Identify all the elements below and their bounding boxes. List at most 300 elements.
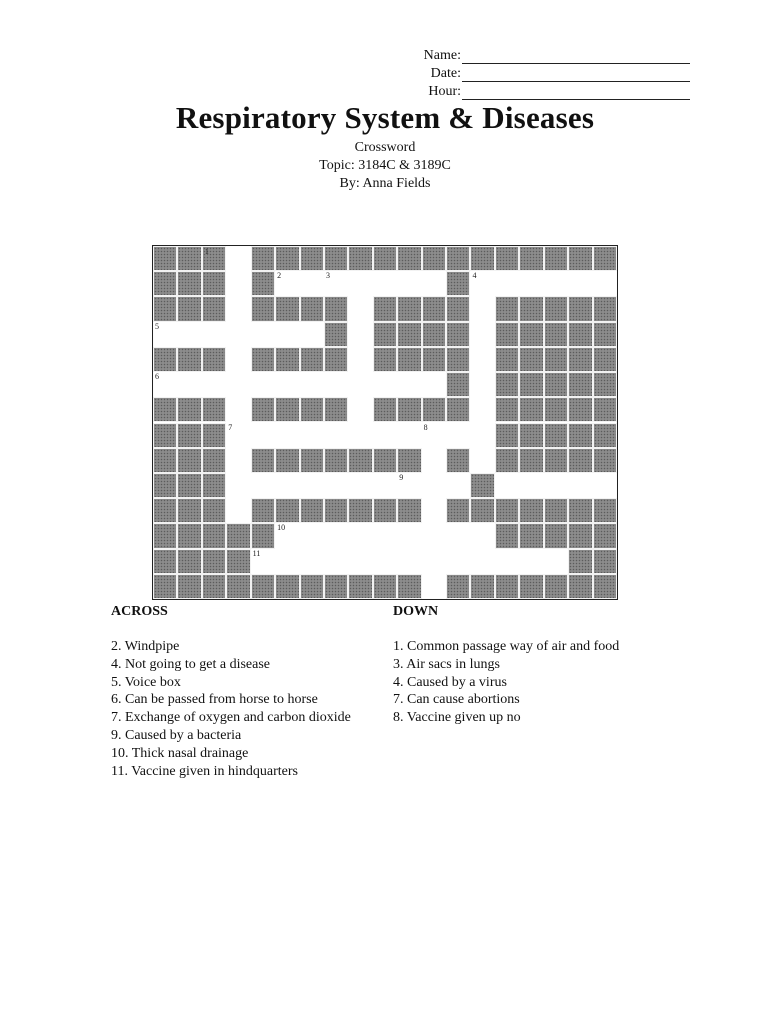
across-clue: 7. Exchange of oxygen and carbon dioxide — [111, 710, 351, 726]
crossword-block-cell — [544, 322, 568, 347]
crossword-block-cell — [544, 397, 568, 422]
clue-number: 1 — [204, 247, 209, 256]
crossword-block-cell — [593, 296, 617, 321]
crossword-block-cell — [446, 347, 470, 372]
crossword-answer-cell[interactable] — [348, 271, 372, 296]
crossword-answer-cell[interactable] — [544, 549, 568, 574]
crossword-block-cell — [544, 523, 568, 548]
crossword-block-cell — [446, 397, 470, 422]
crossword-block-cell — [446, 372, 470, 397]
crossword-block-cell — [177, 296, 201, 321]
crossword-answer-cell[interactable] — [446, 549, 470, 574]
crossword-answer-cell[interactable] — [275, 549, 299, 574]
crossword-answer-cell[interactable] — [275, 473, 299, 498]
crossword-block-cell — [324, 448, 348, 473]
crossword-block-cell — [251, 271, 275, 296]
crossword-block-cell — [324, 347, 348, 372]
crossword-answer-cell[interactable] — [300, 423, 324, 448]
across-clue: 10. Thick nasal drainage — [111, 745, 249, 761]
crossword-block-cell — [373, 397, 397, 422]
crossword-block-cell — [324, 296, 348, 321]
date-label: Date: — [430, 66, 461, 81]
hour-line[interactable] — [462, 85, 690, 100]
crossword-block-cell — [544, 448, 568, 473]
across-clue: 11. Vaccine given in hindquarters — [111, 763, 299, 779]
crossword-block-cell — [251, 523, 275, 548]
crossword-answer-cell[interactable] — [202, 372, 226, 397]
crossword-block-cell — [519, 296, 543, 321]
crossword-answer-cell[interactable] — [226, 271, 250, 296]
crossword-block-cell — [544, 246, 568, 271]
crossword-answer-cell[interactable] — [251, 549, 275, 574]
crossword-block-cell — [324, 246, 348, 271]
crossword-answer-cell[interactable] — [275, 523, 299, 548]
crossword-block-cell — [251, 574, 275, 599]
crossword-answer-cell[interactable] — [348, 549, 372, 574]
crossword-answer-cell[interactable] — [470, 523, 494, 548]
crossword-block-cell — [397, 322, 421, 347]
crossword-answer-cell[interactable] — [470, 296, 494, 321]
crossword-answer-cell[interactable] — [226, 473, 250, 498]
crossword-answer-cell[interactable] — [226, 246, 250, 271]
crossword-answer-cell[interactable] — [422, 372, 446, 397]
crossword-block-cell — [300, 347, 324, 372]
crossword-answer-cell[interactable] — [422, 271, 446, 296]
crossword-answer-cell[interactable] — [348, 347, 372, 372]
crossword-block-cell — [324, 322, 348, 347]
crossword-answer-cell[interactable] — [593, 473, 617, 498]
crossword-block-cell — [568, 322, 592, 347]
crossword-block-cell — [348, 498, 372, 523]
crossword-block-cell — [300, 246, 324, 271]
crossword-block-cell — [177, 473, 201, 498]
crossword-block-cell — [324, 574, 348, 599]
hour-field[interactable] — [400, 82, 690, 100]
crossword-answer-cell[interactable] — [153, 372, 177, 397]
crossword-block-cell — [470, 246, 494, 271]
crossword-block-cell — [568, 246, 592, 271]
crossword-block-cell — [153, 523, 177, 548]
crossword-block-cell — [397, 448, 421, 473]
crossword-block-cell — [568, 549, 592, 574]
crossword-block-cell — [495, 523, 519, 548]
crossword-block-cell — [446, 498, 470, 523]
crossword-block-cell — [275, 448, 299, 473]
crossword-answer-cell[interactable] — [470, 271, 494, 296]
crossword-block-cell — [544, 574, 568, 599]
crossword-block-cell — [519, 397, 543, 422]
crossword-answer-cell[interactable] — [373, 423, 397, 448]
crossword-block-cell — [251, 397, 275, 422]
crossword-block-cell — [300, 498, 324, 523]
crossword-block-cell — [495, 246, 519, 271]
crossword-block-cell — [373, 296, 397, 321]
crossword-block-cell — [177, 397, 201, 422]
crossword-answer-cell[interactable] — [373, 473, 397, 498]
crossword-block-cell — [177, 271, 201, 296]
crossword-answer-cell[interactable] — [470, 372, 494, 397]
clue-number: 11 — [252, 548, 261, 558]
crossword-answer-cell[interactable] — [519, 473, 543, 498]
crossword-block-cell — [300, 448, 324, 473]
crossword-block-cell — [177, 448, 201, 473]
crossword-block-cell — [373, 448, 397, 473]
crossword-block-cell — [177, 347, 201, 372]
crossword-block-cell — [568, 423, 592, 448]
down-clue: 8. Vaccine given up no — [393, 710, 521, 726]
crossword-answer-cell[interactable] — [324, 523, 348, 548]
crossword-answer-cell[interactable] — [300, 473, 324, 498]
crossword-block-cell — [544, 372, 568, 397]
crossword-block-cell — [568, 498, 592, 523]
crossword-block-cell — [397, 397, 421, 422]
crossword-answer-cell[interactable] — [519, 549, 543, 574]
down-clue: 4. Caused by a virus — [393, 674, 507, 690]
crossword-block-cell — [593, 322, 617, 347]
clue-number: 8 — [423, 422, 428, 432]
crossword-block-cell — [593, 498, 617, 523]
crossword-answer-cell[interactable] — [226, 296, 250, 321]
crossword-answer-cell[interactable] — [324, 423, 348, 448]
crossword-answer-cell[interactable] — [226, 423, 250, 448]
clue-number: 5 — [155, 321, 159, 331]
crossword-block-cell — [300, 574, 324, 599]
crossword-block-cell — [593, 423, 617, 448]
crossword-block-cell — [593, 574, 617, 599]
name-label: Name: — [423, 48, 461, 63]
crossword-block-cell — [251, 246, 275, 271]
crossword-block-cell — [446, 448, 470, 473]
crossword-block-cell — [568, 347, 592, 372]
crossword-block-cell — [324, 498, 348, 523]
crossword-block-cell — [495, 347, 519, 372]
crossword-block-cell — [422, 296, 446, 321]
crossword-block-cell — [446, 322, 470, 347]
crossword-block-cell — [177, 423, 201, 448]
crossword-block-cell — [202, 423, 226, 448]
crossword-answer-cell[interactable] — [446, 423, 470, 448]
crossword-block-cell — [568, 372, 592, 397]
crossword-block-cell — [397, 296, 421, 321]
crossword-block-cell — [568, 397, 592, 422]
crossword-block-cell — [470, 498, 494, 523]
crossword-block-cell — [397, 574, 421, 599]
crossword-block-cell — [593, 549, 617, 574]
crossword-answer-cell[interactable] — [226, 347, 250, 372]
crossword-block-cell — [177, 246, 201, 271]
crossword-block-cell — [568, 448, 592, 473]
page-title: Respiratory System & Diseases — [175, 100, 595, 135]
crossword-block-cell — [446, 296, 470, 321]
crossword-block-cell — [348, 246, 372, 271]
crossword-block-cell — [422, 246, 446, 271]
hour-label: Hour: — [428, 84, 461, 99]
crossword-block-cell — [153, 246, 177, 271]
crossword-block-cell — [446, 271, 470, 296]
clue-number: 10 — [277, 523, 286, 533]
date-field[interactable] — [400, 64, 690, 82]
crossword-block-cell — [348, 574, 372, 599]
crossword-answer-cell[interactable] — [397, 473, 421, 498]
subtitle-author: By: Anna Fields — [339, 176, 431, 191]
crossword-answer-cell[interactable] — [397, 549, 421, 574]
date-line[interactable] — [462, 67, 690, 82]
crossword-answer-cell[interactable] — [348, 423, 372, 448]
clue-number: 3 — [325, 271, 330, 281]
crossword-answer-cell[interactable] — [348, 372, 372, 397]
subtitle-crossword: Crossword — [354, 140, 416, 155]
across-clue: 4. Not going to get a disease — [111, 656, 271, 672]
crossword-answer-cell[interactable] — [495, 549, 519, 574]
crossword-block-cell — [568, 296, 592, 321]
crossword-answer-cell[interactable] — [422, 448, 446, 473]
crossword-block-cell — [202, 246, 226, 271]
crossword-block-cell — [202, 271, 226, 296]
crossword-answer-cell[interactable] — [226, 372, 250, 397]
crossword-answer-cell[interactable] — [373, 549, 397, 574]
down-clues — [393, 602, 619, 727]
crossword-block-cell — [202, 473, 226, 498]
crossword-answer-cell[interactable] — [422, 423, 446, 448]
name-field[interactable] — [400, 46, 690, 64]
crossword-block-cell — [544, 347, 568, 372]
crossword-block-cell — [495, 574, 519, 599]
crossword-block-cell — [275, 574, 299, 599]
crossword-block-cell — [519, 498, 543, 523]
crossword-block-cell — [397, 246, 421, 271]
crossword-answer-cell[interactable] — [324, 271, 348, 296]
crossword-answer-cell[interactable] — [495, 271, 519, 296]
crossword-block-cell — [177, 523, 201, 548]
crossword-block-cell — [373, 347, 397, 372]
crossword-block-cell — [544, 498, 568, 523]
crossword-answer-cell[interactable] — [348, 296, 372, 321]
crossword-block-cell — [519, 448, 543, 473]
crossword-block-cell — [519, 347, 543, 372]
crossword-block-cell — [153, 549, 177, 574]
crossword-block-cell — [275, 498, 299, 523]
clue-number: 6 — [155, 372, 159, 382]
crossword-answer-cell[interactable] — [226, 498, 250, 523]
down-heading: DOWN — [393, 604, 439, 619]
crossword-answer-cell[interactable] — [470, 423, 494, 448]
across-clue-list — [111, 638, 351, 780]
crossword-answer-cell[interactable] — [275, 271, 299, 296]
crossword-block-cell — [544, 423, 568, 448]
subtitle-topic: Topic: 3184C & 3189C — [319, 158, 451, 173]
crossword-block-cell — [422, 397, 446, 422]
crossword-answer-cell[interactable] — [422, 574, 446, 599]
crossword-block-cell — [593, 397, 617, 422]
crossword-block-cell — [422, 347, 446, 372]
crossword-answer-cell[interactable] — [397, 423, 421, 448]
crossword-block-cell — [446, 574, 470, 599]
crossword-block-cell — [153, 473, 177, 498]
crossword-answer-cell[interactable] — [300, 549, 324, 574]
crossword-answer-cell[interactable] — [202, 322, 226, 347]
crossword-block-cell — [153, 574, 177, 599]
crossword-block-cell — [251, 448, 275, 473]
crossword-answer-cell[interactable] — [177, 372, 201, 397]
crossword-answer-cell[interactable] — [422, 498, 446, 523]
crossword-block-cell — [495, 372, 519, 397]
crossword-answer-cell[interactable] — [324, 473, 348, 498]
crossword-block-cell — [153, 296, 177, 321]
crossword-grid — [152, 245, 618, 600]
crossword-block-cell — [324, 397, 348, 422]
down-clue: 3. Air sacs in lungs — [393, 656, 500, 672]
crossword-block-cell — [251, 347, 275, 372]
crossword-block-cell — [177, 549, 201, 574]
clue-number: 4 — [472, 271, 477, 281]
crossword-block-cell — [470, 473, 494, 498]
crossword-block-cell — [153, 271, 177, 296]
down-clue: 1. Common passage way of air and food — [393, 639, 620, 654]
clue-number: 2 — [277, 271, 282, 281]
crossword-block-cell — [495, 448, 519, 473]
crossword-block-cell — [495, 322, 519, 347]
crossword-answer-cell[interactable] — [446, 523, 470, 548]
crossword-answer-cell[interactable] — [422, 549, 446, 574]
crossword-block-cell — [373, 498, 397, 523]
crossword-answer-cell[interactable] — [251, 473, 275, 498]
crossword-block-cell — [226, 574, 250, 599]
crossword-block-cell — [177, 574, 201, 599]
crossword-answer-cell[interactable] — [470, 322, 494, 347]
crossword-block-cell — [275, 347, 299, 372]
crossword-answer-cell[interactable] — [251, 322, 275, 347]
crossword-answer-cell[interactable] — [593, 271, 617, 296]
crossword-block-cell — [153, 397, 177, 422]
crossword-block-cell — [593, 347, 617, 372]
crossword-block-cell — [226, 523, 250, 548]
crossword-block-cell — [177, 498, 201, 523]
crossword-answer-cell[interactable] — [470, 549, 494, 574]
crossword-answer-cell[interactable] — [397, 271, 421, 296]
crossword-answer-cell[interactable] — [275, 322, 299, 347]
crossword-answer-cell[interactable] — [544, 473, 568, 498]
crossword-block-cell — [519, 423, 543, 448]
crossword-answer-cell[interactable] — [300, 271, 324, 296]
crossword-block-cell — [519, 372, 543, 397]
crossword-answer-cell[interactable] — [470, 347, 494, 372]
across-clues — [111, 602, 351, 780]
crossword-answer-cell[interactable] — [470, 397, 494, 422]
crossword-block-cell — [519, 574, 543, 599]
crossword-answer-cell[interactable] — [568, 271, 592, 296]
crossword-block-cell — [300, 397, 324, 422]
crossword-block-cell — [568, 523, 592, 548]
crossword-block-cell — [153, 347, 177, 372]
crossword-block-cell — [519, 246, 543, 271]
crossword-block-cell — [251, 296, 275, 321]
crossword-answer-cell[interactable] — [348, 473, 372, 498]
across-clue: 6. Can be passed from horse to horse — [111, 692, 318, 708]
crossword-answer-cell[interactable] — [422, 523, 446, 548]
crossword-answer-cell[interactable] — [348, 322, 372, 347]
crossword-answer-cell[interactable] — [446, 473, 470, 498]
crossword-block-cell — [153, 423, 177, 448]
student-info-fields — [400, 46, 690, 100]
crossword-block-cell — [422, 322, 446, 347]
across-clue: 2. Windpipe — [111, 639, 180, 654]
crossword-block-cell — [519, 523, 543, 548]
name-line[interactable] — [462, 49, 690, 64]
crossword-block-cell — [593, 523, 617, 548]
crossword-answer-cell[interactable] — [226, 448, 250, 473]
crossword-block-cell — [300, 296, 324, 321]
crossword-answer-cell[interactable] — [153, 322, 177, 347]
crossword-answer-cell[interactable] — [422, 473, 446, 498]
crossword-block-cell — [373, 322, 397, 347]
crossword-block-cell — [519, 322, 543, 347]
crossword-answer-cell[interactable] — [373, 372, 397, 397]
crossword-block-cell — [495, 296, 519, 321]
crossword-block-cell — [153, 498, 177, 523]
crossword-block-cell — [495, 423, 519, 448]
crossword-block-cell — [373, 246, 397, 271]
crossword-block-cell — [202, 549, 226, 574]
crossword-block-cell — [544, 296, 568, 321]
crossword-answer-cell[interactable] — [324, 372, 348, 397]
crossword-answer-cell[interactable] — [300, 322, 324, 347]
crossword-answer-cell[interactable] — [275, 372, 299, 397]
crossword-answer-cell[interactable] — [226, 322, 250, 347]
crossword-answer-cell[interactable] — [251, 423, 275, 448]
down-clue-list — [393, 638, 619, 727]
crossword-block-cell — [593, 246, 617, 271]
crossword-answer-cell[interactable] — [568, 473, 592, 498]
crossword-block-cell — [593, 448, 617, 473]
crossword-answer-cell[interactable] — [251, 372, 275, 397]
crossword-answer-cell[interactable] — [324, 549, 348, 574]
crossword-answer-cell[interactable] — [226, 397, 250, 422]
crossword-answer-cell[interactable] — [373, 523, 397, 548]
crossword-block-cell — [275, 246, 299, 271]
crossword-answer-cell[interactable] — [470, 448, 494, 473]
crossword-answer-cell[interactable] — [348, 523, 372, 548]
crossword-answer-cell[interactable] — [177, 322, 201, 347]
crossword-block-cell — [202, 574, 226, 599]
crossword-answer-cell[interactable] — [275, 423, 299, 448]
crossword-answer-cell[interactable] — [397, 372, 421, 397]
crossword-block-cell — [593, 372, 617, 397]
crossword-block-cell — [202, 498, 226, 523]
crossword-block-cell — [397, 347, 421, 372]
crossword-block-cell — [348, 448, 372, 473]
crossword-block-cell — [446, 246, 470, 271]
crossword-block-cell — [251, 498, 275, 523]
across-clue: 9. Caused by a bacteria — [111, 727, 242, 743]
crossword-answer-cell[interactable] — [300, 372, 324, 397]
crossword-block-cell — [226, 549, 250, 574]
crossword-block-cell — [495, 397, 519, 422]
clue-number: 7 — [228, 422, 233, 432]
crossword-block-cell — [202, 523, 226, 548]
crossword-block-cell — [275, 296, 299, 321]
crossword-answer-cell[interactable] — [373, 271, 397, 296]
crossword-answer-cell[interactable] — [495, 473, 519, 498]
across-heading: ACROSS — [111, 604, 168, 619]
crossword-answer-cell[interactable] — [300, 523, 324, 548]
crossword-block-cell — [202, 397, 226, 422]
crossword-block-cell — [202, 347, 226, 372]
crossword-block-cell — [275, 397, 299, 422]
crossword-answer-cell[interactable] — [397, 523, 421, 548]
crossword-answer-cell[interactable] — [519, 271, 543, 296]
crossword-answer-cell[interactable] — [348, 397, 372, 422]
crossword-answer-cell[interactable] — [544, 271, 568, 296]
